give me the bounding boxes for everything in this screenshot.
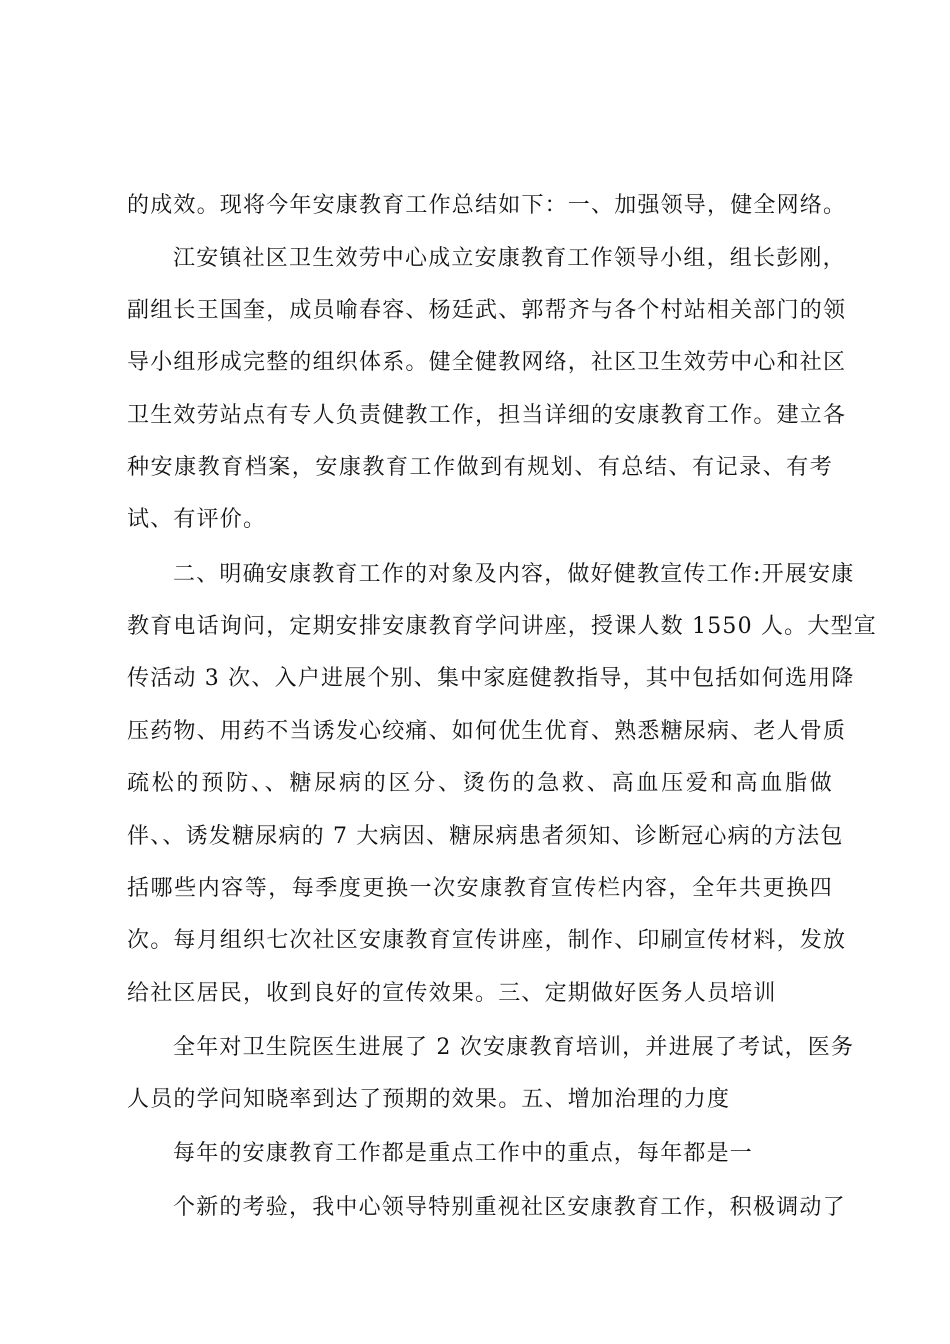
text-line: 副组长王国奎，成员喻春容、杨廷武、郭帮齐与各个村站相关部门的领 <box>127 298 847 323</box>
text-line: 人员的学问知晓率到达了预期的效果。五、增加治理的力度 <box>127 1087 731 1112</box>
text-line: 压药物、用药不当诱发心绞痛、如何优生优育、熟悉糖尿病、老人骨质 <box>127 719 847 744</box>
text-line: 试、有评价。 <box>127 507 267 532</box>
text-line: 导小组形成完整的组织体系。健全健教网络，社区卫生效劳中心和社区 <box>127 350 847 375</box>
text-line: 种安康教育档案，安康教育工作做到有规划、有总结、有记录、有考 <box>127 455 833 480</box>
text-line: 的成效。现将今年安康教育工作总结如下：一、加强领导，健全网络。 <box>127 193 847 218</box>
text-line: 二、明确安康教育工作的对象及内容，做好健教宣传工作:开展安康 <box>173 562 855 587</box>
text-line: 次。每月组织七次社区安康教育宣传讲座，制作、印刷宣传材料，发放 <box>127 928 847 953</box>
text-line: 全年对卫生院医生进展了 2 次安康教育培训，并进展了考试，医务 <box>173 1035 855 1060</box>
text-line: 江安镇社区卫生效劳中心成立安康教育工作领导小组，组长彭刚， <box>173 246 846 271</box>
text-line: 括哪些内容等，每季度更换一次安康教育宣传栏内容，全年共更换四 <box>127 876 833 901</box>
text-line: 传活动 3 次、入户进展个别、集中家庭健教指导，其中包括如何选用降 <box>127 666 855 691</box>
text-line: 个新的考验，我中心领导特别重视社区安康教育工作，积极调动了 <box>173 1195 846 1220</box>
text-line: 疏松的预防、、糖尿病的区分、烫伤的急救、高血压爱和高血脂做 <box>127 771 833 796</box>
text-line: 教育电话询问，定期安排安康教育学问讲座，授课人数 1550 人。大型宣 <box>127 614 877 639</box>
text-line: 每年的安康教育工作都是重点工作中的重点，每年都是一 <box>173 1141 754 1166</box>
text-line: 卫生效劳站点有专人负责健教工作，担当详细的安康教育工作。建立各 <box>127 403 847 428</box>
text-line: 给社区居民，收到良好的宣传效果。三、定期做好医务人员培训 <box>127 981 777 1006</box>
text-line: 伴、、诱发糖尿病的 7 大病因、糖尿病患者须知、诊断冠心病的方法包 <box>127 824 844 849</box>
